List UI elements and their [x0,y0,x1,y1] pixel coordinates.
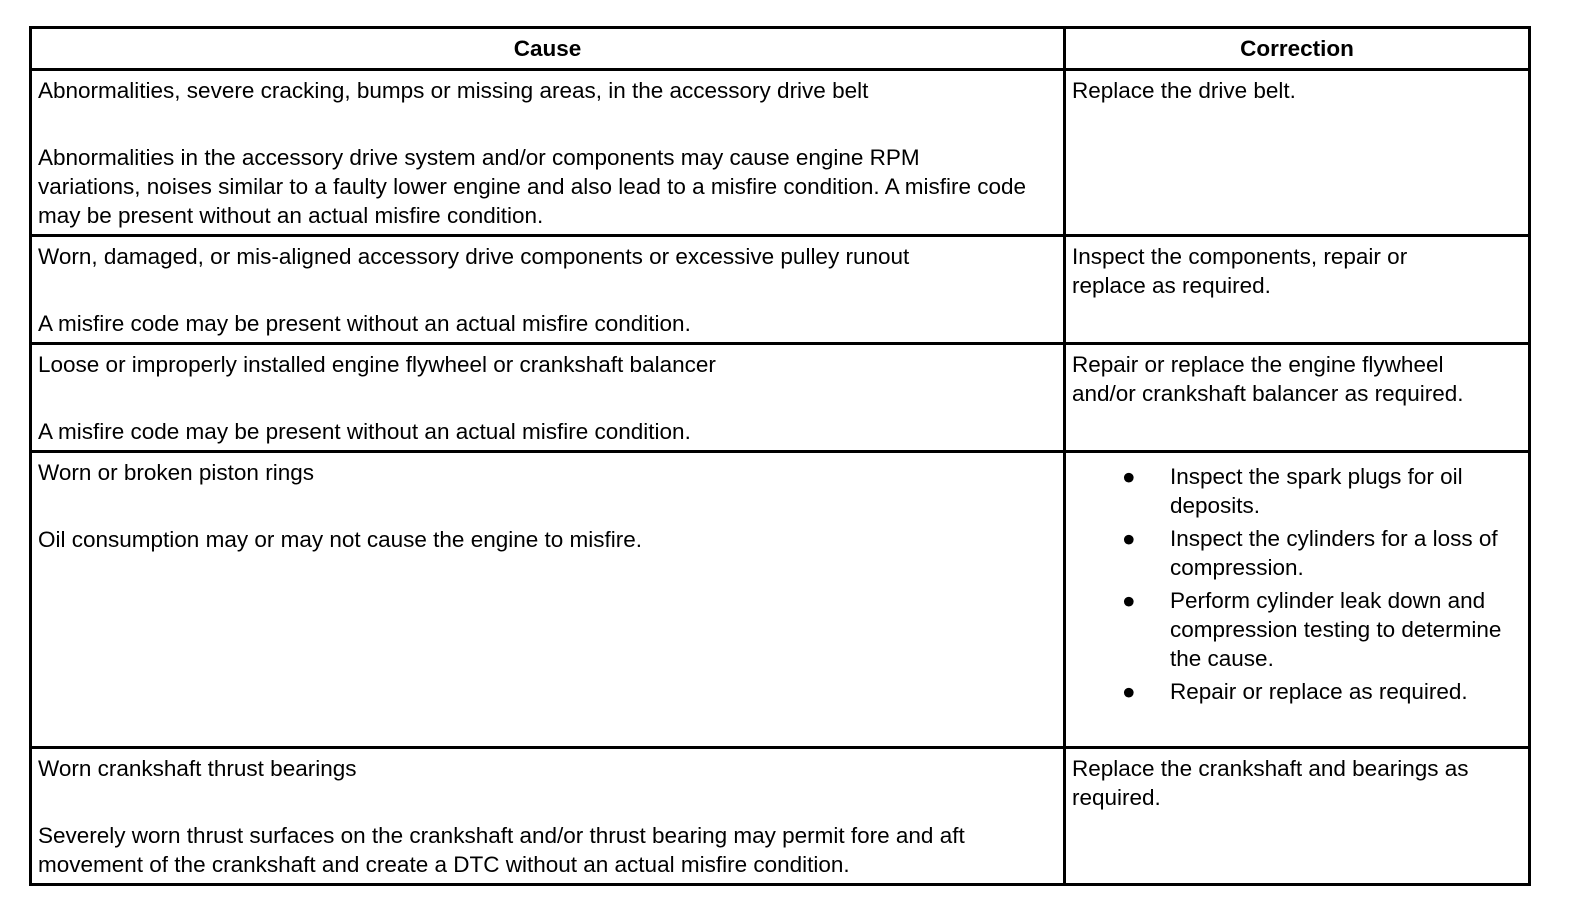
correction-text: Inspect the components, repair or replace as required. [1072,244,1408,298]
correction-step: Repair or replace as required. [1170,679,1468,704]
cause-note: Abnormalities in the accessory drive system and/or components may cause engine RPM variations, noises similar to a faulty lower engine and also lead to a misfire condition. A misfire code may be present without an actual misfire condition. [38,145,1027,228]
bullet-icon: ● [1122,588,1136,613]
list-item [1072,677,1522,706]
cause-cell [31,344,1065,452]
cause-cell [31,452,1065,748]
cause-note: A misfire code may be present without an actual misfire condition. [38,419,691,444]
correction-cell [1065,452,1530,748]
correction-step: Inspect the spark plugs for oil deposits. [1170,464,1463,518]
cause-title: Worn crankshaft thrust bearings [38,756,357,781]
bullet-icon: ● [1122,679,1136,704]
table-row [31,452,1530,748]
cause-note: Oil consumption may or may not cause the engine to misfire. [38,527,643,552]
cause-title: Abnormalities, severe cracking, bumps or missing areas, in the accessory drive belt [38,78,869,103]
cause-title: Worn or broken piston rings [38,460,314,485]
cause-note: A misfire code may be present without an actual misfire condition. [38,311,691,336]
cause-title: Loose or improperly installed engine flywheel or crankshaft balancer [38,352,716,377]
correction-text: Replace the crankshaft and bearings as required. [1072,756,1469,810]
cause-cell [31,236,1065,344]
bullet-icon: ● [1122,526,1136,551]
cause-column-header: Cause [31,28,1065,70]
table-row [31,70,1530,236]
cause-note: Severely worn thrust surfaces on the crankshaft and/or thrust bearing may permit fore and aft movement of the crankshaft and create a DTC without an actual misfire condition. [38,823,965,877]
cause-cell [31,70,1065,236]
correction-step: Inspect the cylinders for a loss of compression. [1170,526,1498,580]
correction-steps-list [1072,462,1522,706]
correction-cell [1065,70,1530,236]
correction-text: Replace the drive belt. [1072,78,1296,103]
correction-cell [1065,748,1530,885]
table-row [31,748,1530,885]
diagnostic-table-container [29,26,1528,886]
header-row [31,28,1530,70]
correction-column-header: Correction [1065,28,1530,70]
table-row [31,344,1530,452]
correction-step: Perform cylinder leak down and compression testing to determine the cause. [1170,588,1502,671]
cause-title: Worn, damaged, or mis-aligned accessory drive components or excessive pulley runout [38,244,910,269]
list-item [1072,524,1522,582]
cause-cell [31,748,1065,885]
correction-cell [1065,236,1530,344]
correction-cell [1065,344,1530,452]
list-item [1072,462,1522,520]
misfire-diagnosis-table [29,26,1531,886]
bullet-icon: ● [1122,464,1136,489]
table-row [31,236,1530,344]
correction-text: Repair or replace the engine flywheel and/or crankshaft balancer as required. [1072,352,1464,406]
list-item [1072,586,1522,673]
